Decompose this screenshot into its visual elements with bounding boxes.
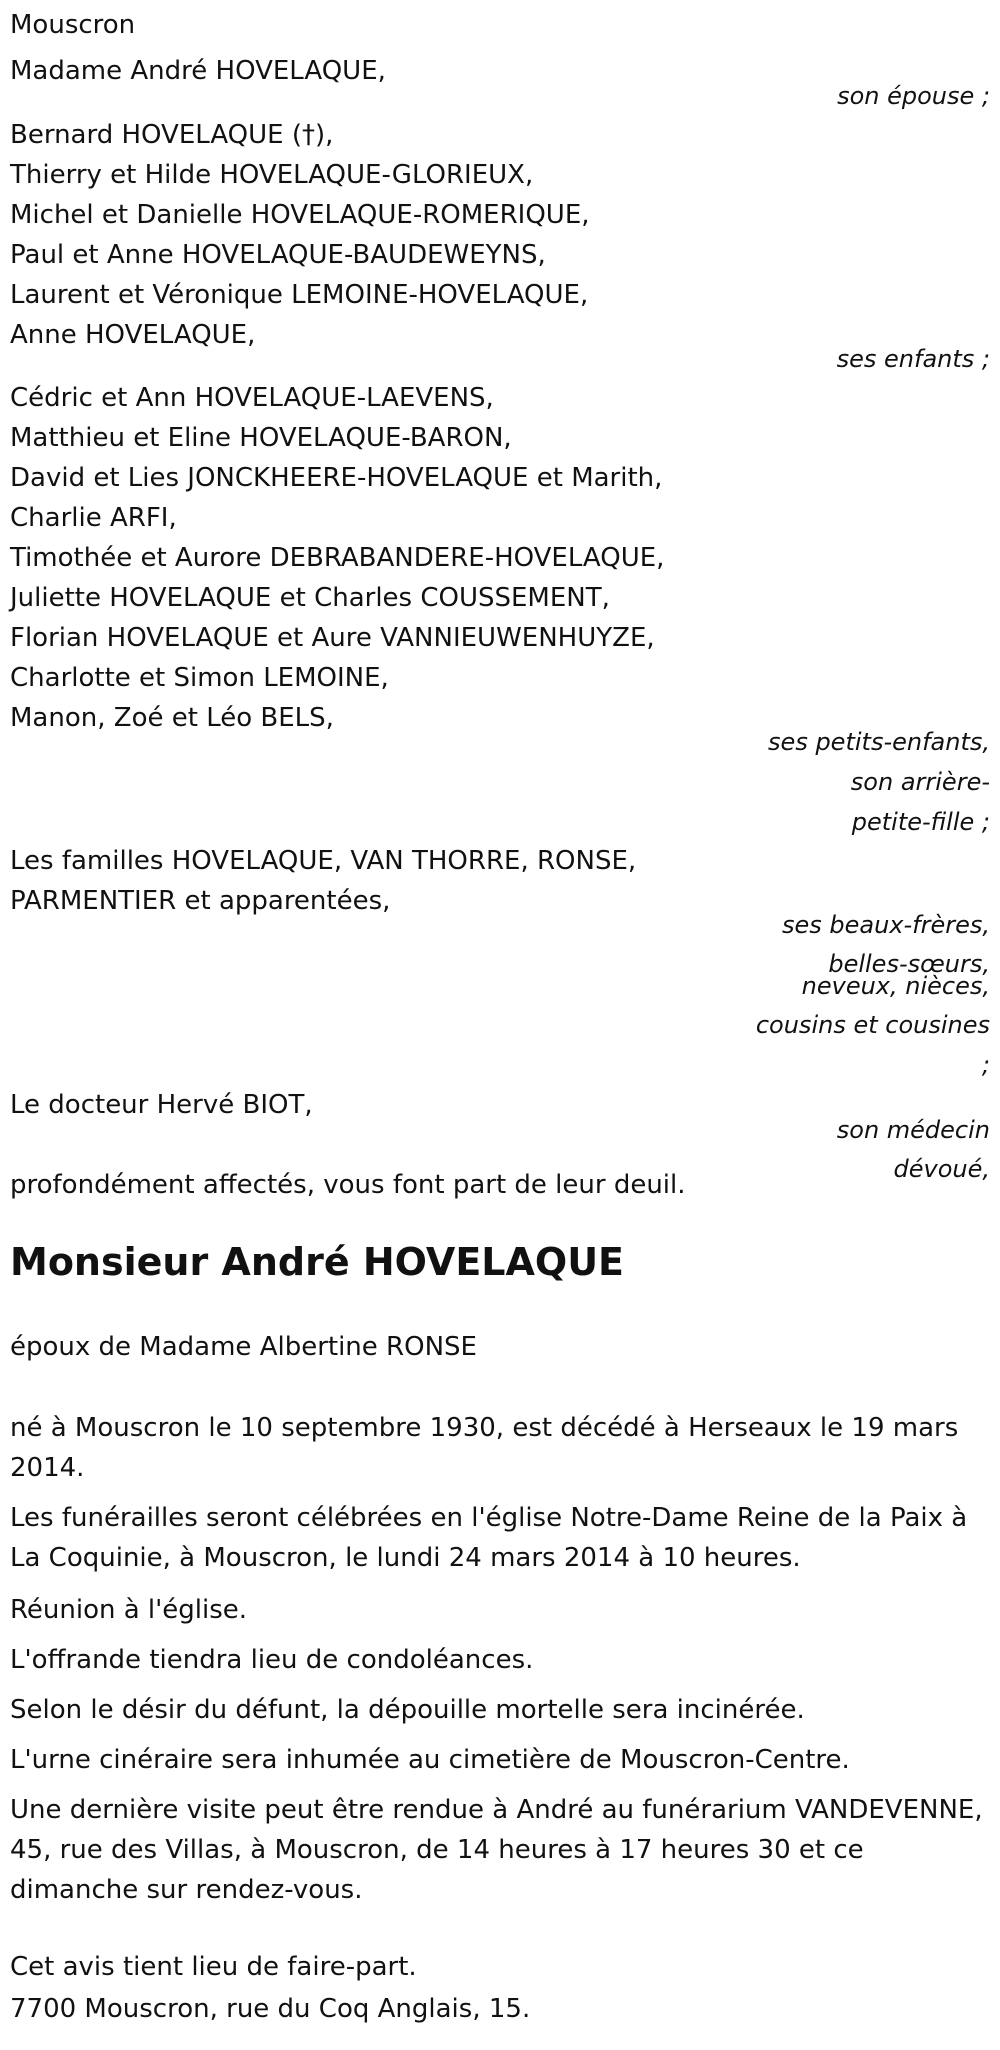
families-role: neveux, nièces, bbox=[801, 972, 990, 1000]
funeral-paragraph: Réunion à l'église. bbox=[10, 1595, 248, 1625]
funeral-paragraph: Une dernière visite peut être rendue à André au funérarium VANDEVENNE, 45, rue des Villas, à Mouscron, de 14 heures à 17 heures 30 et ce dimanche sur rendez-vous. bbox=[10, 1795, 983, 1905]
city: Mouscron bbox=[10, 10, 136, 40]
doctor-role: son médecin bbox=[836, 1116, 990, 1144]
spouse-role: son épouse ; bbox=[837, 82, 990, 110]
child-name: Anne HOVELAQUE, bbox=[10, 320, 256, 350]
grandchild-name: Florian HOVELAQUE et Aure VANNIEUWENHUYZE, bbox=[10, 623, 655, 653]
grandchild-name: Juliette HOVELAQUE et Charles COUSSEMENT, bbox=[10, 583, 610, 613]
deceased-name: Monsieur André HOVELAQUE bbox=[10, 1240, 625, 1284]
footer-address: 7700 Mouscron, rue du Coq Anglais, 15. bbox=[10, 1994, 531, 2024]
families-role: ses beaux-frères, bbox=[781, 911, 990, 939]
grandchild-name: Matthieu et Eline HOVELAQUE-BARON, bbox=[10, 423, 512, 453]
funeral-paragraph: L'urne cinéraire sera inhumée au cimetière de Mouscron-Centre. bbox=[10, 1745, 850, 1775]
funeral-paragraph: L'offrande tiendra lieu de condoléances. bbox=[10, 1645, 534, 1675]
child-name: Paul et Anne HOVELAQUE-BAUDEWEYNS, bbox=[10, 240, 546, 270]
funeral-paragraph: Les funérailles seront célébrées en l'église Notre-Dame Reine de la Paix à La Coquinie, à Mouscron, le lundi 24 mars 2014 à 10 heures. bbox=[10, 1503, 968, 1573]
funeral-paragraph: Selon le désir du défunt, la dépouille mortelle sera incinérée. bbox=[10, 1695, 805, 1725]
families-name: Les familles HOVELAQUE, VAN THORRE, RONSE, bbox=[10, 846, 637, 876]
grandchildren-role: son arrière- bbox=[850, 768, 990, 796]
families-role: ; bbox=[981, 1051, 990, 1079]
child-name: Thierry et Hilde HOVELAQUE-GLORIEUX, bbox=[10, 160, 534, 190]
child-name: Laurent et Véronique LEMOINE-HOVELAQUE, bbox=[10, 280, 589, 310]
birth-death: né à Mouscron le 10 septembre 1930, est décédé à Herseaux le 19 mars 2014. bbox=[10, 1413, 959, 1483]
grandchild-name: Charlotte et Simon LEMOINE, bbox=[10, 663, 389, 693]
grandchild-name: Charlie ARFI, bbox=[10, 503, 177, 533]
grandchild-name: Cédric et Ann HOVELAQUE-LAEVENS, bbox=[10, 383, 494, 413]
footer-notice: Cet avis tient lieu de faire-part. bbox=[10, 1952, 417, 1982]
child-name: Michel et Danielle HOVELAQUE-ROMERIQUE, bbox=[10, 200, 590, 230]
deceased-spouse: époux de Madame Albertine RONSE bbox=[10, 1332, 477, 1362]
doctor-role: dévoué, bbox=[893, 1155, 990, 1183]
grandchild-name: Manon, Zoé et Léo BELS, bbox=[10, 703, 334, 733]
children-role: ses enfants ; bbox=[836, 345, 990, 373]
families-name: PARMENTIER et apparentées, bbox=[10, 886, 391, 916]
closing-line: profondément affectés, vous font part de leur deuil. bbox=[10, 1170, 686, 1200]
doctor-name: Le docteur Hervé BIOT, bbox=[10, 1090, 313, 1120]
families-role: belles-sœurs, bbox=[828, 950, 990, 978]
grandchildren-role: ses petits-enfants, bbox=[768, 728, 990, 756]
grandchild-name: Timothée et Aurore DEBRABANDERE-HOVELAQUE, bbox=[10, 543, 665, 573]
child-name: Bernard HOVELAQUE (†), bbox=[10, 120, 334, 150]
grandchild-name: David et Lies JONCKHEERE-HOVELAQUE et Marith, bbox=[10, 463, 663, 493]
grandchildren-role: petite-fille ; bbox=[851, 808, 990, 836]
families-role: cousins et cousines bbox=[755, 1011, 990, 1039]
spouse-name: Madame André HOVELAQUE, bbox=[10, 56, 386, 86]
